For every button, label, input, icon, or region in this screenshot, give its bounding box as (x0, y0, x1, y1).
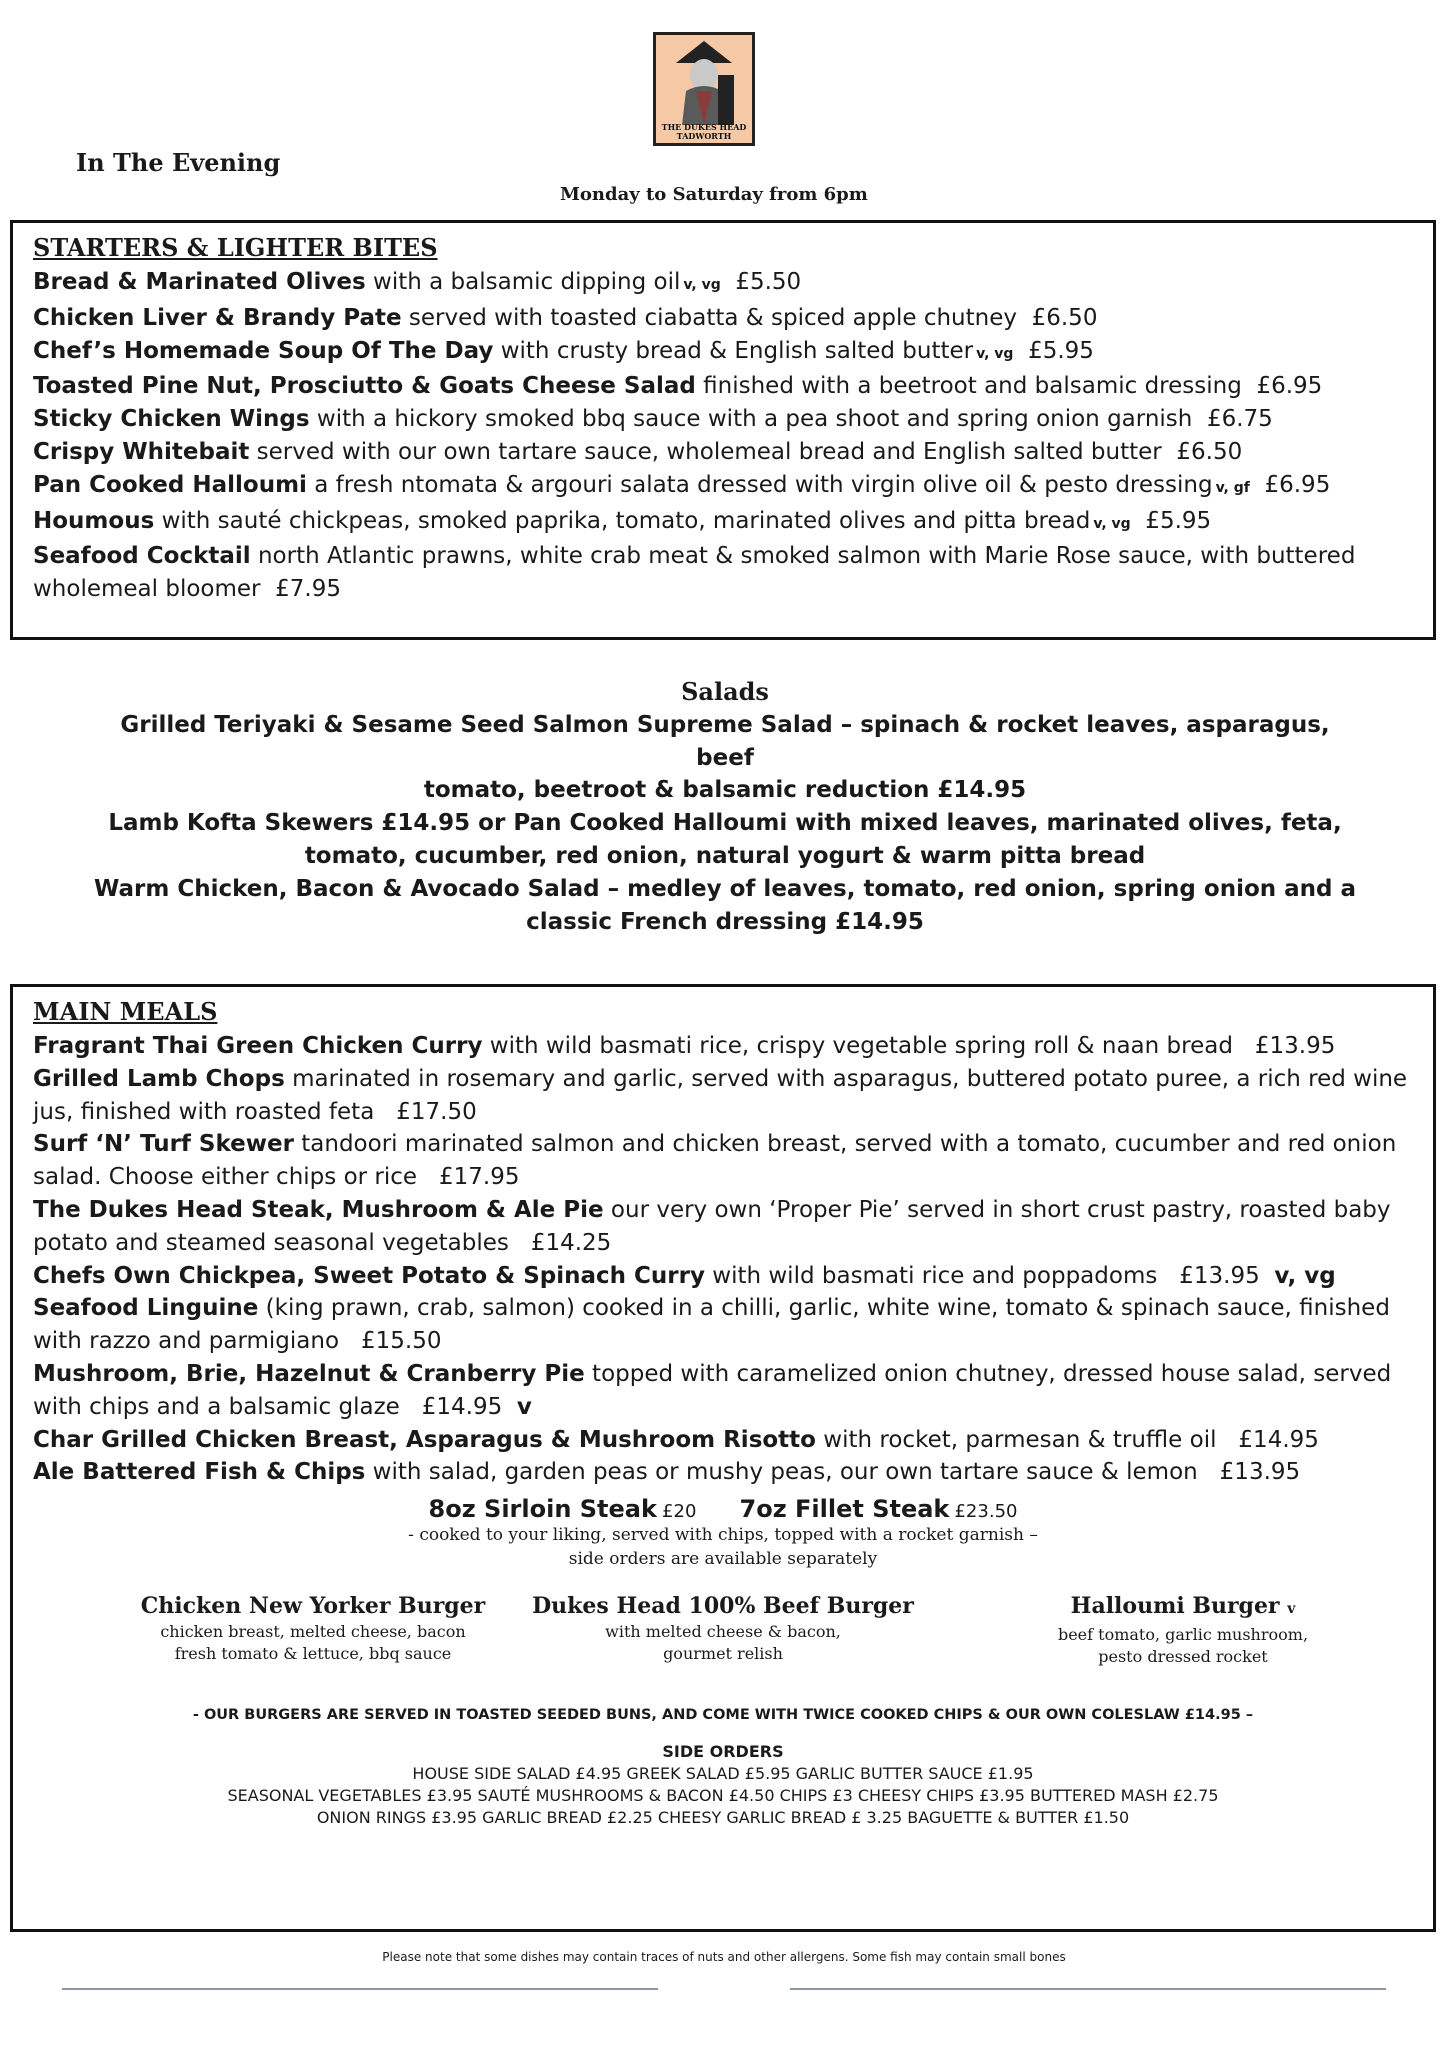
item-price: £6.95 (1256, 373, 1323, 400)
dietary-tag: v, vg (1274, 1262, 1336, 1289)
dietary-tag: v, vg (976, 345, 1014, 362)
steak-note: - cooked to your liking, served with chips, topped with a rocket garnish – side orders are available separately (408, 1525, 1038, 1570)
item-price: £6.95 (1264, 471, 1331, 498)
item-description: (king prawn, crab, salmon) cooked in a chilli, garlic, white wine, tomato & spinach sauce, finished with razzo and parmigiano (33, 1295, 1390, 1355)
burger-name-text: Dukes Head 100% Beef Burger (532, 1593, 914, 1620)
burger-description: beef tomato, garlic mushroom, (1057, 1625, 1309, 1645)
item-price: £6.50 (1176, 438, 1243, 465)
burger-name (503, 1591, 943, 1621)
item-name: Fragrant Thai Green Chicken Curry (33, 1033, 483, 1059)
item-price: £17.50 (396, 1098, 477, 1125)
item-description: served with toasted ciabatta & spiced apple chutney (401, 304, 1017, 331)
menu-item (33, 1128, 1413, 1194)
item-description: finished with a beetroot and balsamic dressing (695, 373, 1242, 400)
item-price: £7.95 (275, 576, 341, 603)
salads-title: Salads (681, 677, 769, 706)
item-name: Char Grilled Chicken Breast, Asparagus & Mushroom Risotto (33, 1426, 816, 1453)
item-description: with a balsamic dipping oil (365, 269, 681, 295)
side-orders-line: ONION RINGS £3.95 GARLIC BREAD £2.25 CHEESY GARLIC BREAD £ 3.25 BAGUETTE & BUTTER £1.50 (316, 1808, 1130, 1828)
burger-item (973, 1591, 1393, 1668)
menu-item (33, 1456, 1413, 1489)
menu-item (33, 370, 1413, 403)
steaks (13, 1495, 1433, 1523)
salad-line: classic French dressing £14.95 (526, 908, 924, 935)
item-description: our very own ‘Proper Pie’ served in short crust pastry, roasted baby potato and steamed seasonal vegetables (33, 1196, 1391, 1256)
side-orders-line: HOUSE SIDE SALAD £4.95 GREEK SALAD £5.95 GARLIC BUTTER SAUCE £1.95 (412, 1764, 1034, 1784)
burger-name-text: Halloumi Burger (1070, 1593, 1280, 1620)
burger-description: chicken breast, melted cheese, bacon (160, 1622, 466, 1642)
salad-line: Warm Chicken, Bacon & Avocado Salad – medley of leaves, tomato, red onion, spring onion and a (93, 875, 1357, 902)
item-description: marinated in rosemary and garlic, served with asparagus, buttered potato puree, a rich red wine jus, finished with roasted feta (33, 1065, 1408, 1125)
sirloin-price: £20 (662, 1501, 697, 1523)
item-description: with salad, garden peas or mushy peas, our own tartare sauce & lemon (365, 1459, 1198, 1486)
logo-text: THE DUKES HEAD TADWORTH (661, 122, 747, 141)
menu-item (33, 1358, 1413, 1424)
opening-hours: Monday to Saturday from 6pm (560, 184, 868, 205)
menu-item (33, 302, 1413, 335)
burger-name-text: Chicken New Yorker Burger (140, 1593, 486, 1620)
item-name: Chef’s Homemade Soup Of The Day (33, 337, 494, 364)
salad-line: tomato, beetroot & balsamic reduction £14.95 (423, 777, 1027, 804)
page-title: In The Evening (76, 148, 281, 177)
starters-section (10, 220, 1436, 640)
item-name: Toasted Pine Nut, Prosciutto & Goats Cheese Salad (33, 373, 696, 400)
pub-logo (653, 32, 755, 146)
item-name: Seafood Cocktail (33, 543, 251, 570)
item-description: served with our own tartare sauce, wholemeal bread and English salted butter (249, 438, 1162, 465)
item-price: £5.50 (735, 269, 802, 295)
item-price: £14.25 (530, 1229, 612, 1256)
burgers (13, 1591, 1433, 1701)
menu-item (33, 505, 1413, 541)
menu-item (33, 335, 1413, 371)
menu-item (33, 540, 1413, 606)
dietary-tag: v (516, 1393, 532, 1420)
mains-list (33, 1030, 1413, 1489)
item-name: Grilled Lamb Chops (33, 1065, 285, 1092)
item-price: £17.95 (439, 1164, 520, 1191)
side-orders (13, 1741, 1433, 1829)
dietary-tag: v (1287, 1601, 1296, 1618)
dietary-tag: v, vg (683, 277, 721, 293)
mains-title: MAIN MEALS (33, 997, 218, 1026)
item-name: Sticky Chicken Wings (33, 406, 310, 433)
item-description: with rocket, parmesan & truffle oil (815, 1426, 1217, 1453)
burger-note: - OUR BURGERS ARE SERVED IN TOASTED SEEDED BUNS, AND COME WITH TWICE COOKED CHIPS & OUR OWN COLESLAW £14.95 – (192, 1707, 1254, 1724)
menu-item (33, 469, 1413, 505)
side-orders-title: SIDE ORDERS (662, 1742, 784, 1762)
footer-rule-left (62, 1988, 658, 1990)
side-orders-line: SEASONAL VEGETABLES £3.95 SAUTÉ MUSHROOMS & BACON £4.50 CHIPS £3 CHEESY CHIPS £3.95 BUTTERED MASH £2.75 (227, 1786, 1219, 1806)
item-price: £15.50 (360, 1328, 442, 1355)
item-description: with sauté chickpeas, smoked paprika, tomato, marinated olives and pitta bread (154, 507, 1091, 534)
item-price: £5.95 (1145, 507, 1212, 534)
allergen-note: Please note that some dishes may contain traces of nuts and other allergens. Some fish may contain small bones (382, 1950, 1066, 1964)
item-name: Pan Cooked Halloumi (33, 471, 307, 498)
item-description: with crusty bread & English salted butter (493, 337, 974, 364)
menu-item (33, 1194, 1413, 1260)
item-description: a fresh ntomata & argouri salata dressed with virgin olive oil & pesto dressing (306, 471, 1213, 498)
dietary-tag: v, vg (1093, 515, 1131, 532)
item-price: £13.95 (1254, 1033, 1336, 1059)
item-price: £14.95 (421, 1393, 503, 1420)
salads-section (90, 676, 1360, 938)
main-meals-section (10, 984, 1436, 1932)
item-price: £13.95 (1219, 1459, 1301, 1486)
fillet-price: £23.50 (954, 1501, 1018, 1523)
menu-item (33, 1030, 1413, 1063)
item-description: tandoori marinated salmon and chicken breast, served with a tomato, cucumber and red onion salad. Choose either chips or rice (33, 1131, 1397, 1191)
item-price: £6.50 (1031, 304, 1098, 331)
menu-item (33, 1260, 1413, 1293)
menu-item (33, 1063, 1413, 1129)
item-price: £6.75 (1206, 406, 1273, 433)
menu-item (33, 1292, 1413, 1358)
salad-line: Lamb Kofta Skewers £14.95 or Pan Cooked Halloumi with mixed leaves, marinated olives, feta, (108, 810, 1342, 837)
burger-item (503, 1591, 943, 1665)
item-description: with wild basmati rice, crispy vegetable spring roll & naan bread (482, 1033, 1233, 1059)
starters-list (33, 266, 1413, 606)
burger-description: pesto dressed rocket (1098, 1647, 1268, 1667)
starters-title: STARTERS & LIGHTER BITES (33, 233, 438, 262)
item-name: The Dukes Head Steak, Mushroom & Ale Pie (33, 1196, 604, 1223)
item-name: Crispy Whitebait (33, 438, 250, 465)
item-price: £14.95 (1238, 1426, 1319, 1453)
salad-line: tomato, cucumber, red onion, natural yogurt & warm pitta bread (304, 842, 1146, 869)
menu-item (33, 1424, 1413, 1457)
salads-list (90, 709, 1360, 939)
footer-rule-right (790, 1988, 1386, 1990)
item-name: Seafood Linguine (33, 1295, 259, 1322)
dietary-tag: v, gf (1215, 479, 1250, 496)
item-name: Chefs Own Chickpea, Sweet Potato & Spinach Curry (33, 1262, 705, 1289)
burger-name (73, 1591, 553, 1621)
fillet-steak: 7oz Fillet Steak (739, 1495, 950, 1524)
menu-item (33, 266, 1413, 302)
menu-item (33, 403, 1413, 436)
sirloin-steak: 8oz Sirloin Steak (428, 1495, 657, 1524)
burger-item (73, 1591, 553, 1665)
burger-name (973, 1591, 1393, 1624)
item-name: Surf ‘N’ Turf Skewer (33, 1131, 294, 1158)
item-description: north Atlantic prawns, white crab meat & smoked salmon with Marie Rose sauce, with buttered wholemeal bloomer (33, 543, 1356, 603)
menu-item (33, 436, 1413, 469)
item-name: Bread & Marinated Olives (33, 269, 366, 295)
item-name: Chicken Liver & Brandy Pate (33, 304, 402, 331)
item-description: with wild basmati rice and poppadoms (704, 1262, 1158, 1289)
item-price: £5.95 (1028, 337, 1094, 364)
burger-description: fresh tomato & lettuce, bbq sauce (174, 1644, 452, 1664)
item-name: Ale Battered Fish & Chips (33, 1459, 366, 1486)
item-description: topped with caramelized onion chutney, dressed house salad, served with chips and a balsamic glaze (33, 1360, 1392, 1420)
item-name: Mushroom, Brie, Hazelnut & Cranberry Pie (33, 1360, 585, 1387)
burger-description: gourmet relish (663, 1644, 783, 1664)
item-price: £13.95 (1179, 1262, 1260, 1289)
burger-description: with melted cheese & bacon, (605, 1622, 841, 1642)
item-description: with a hickory smoked bbq sauce with a pea shoot and spring onion garnish (309, 406, 1193, 433)
item-name: Houmous (33, 507, 155, 534)
salad-line: Grilled Teriyaki & Sesame Seed Salmon Supreme Salad – spinach & rocket leaves, asparagus, beef (120, 711, 1330, 771)
